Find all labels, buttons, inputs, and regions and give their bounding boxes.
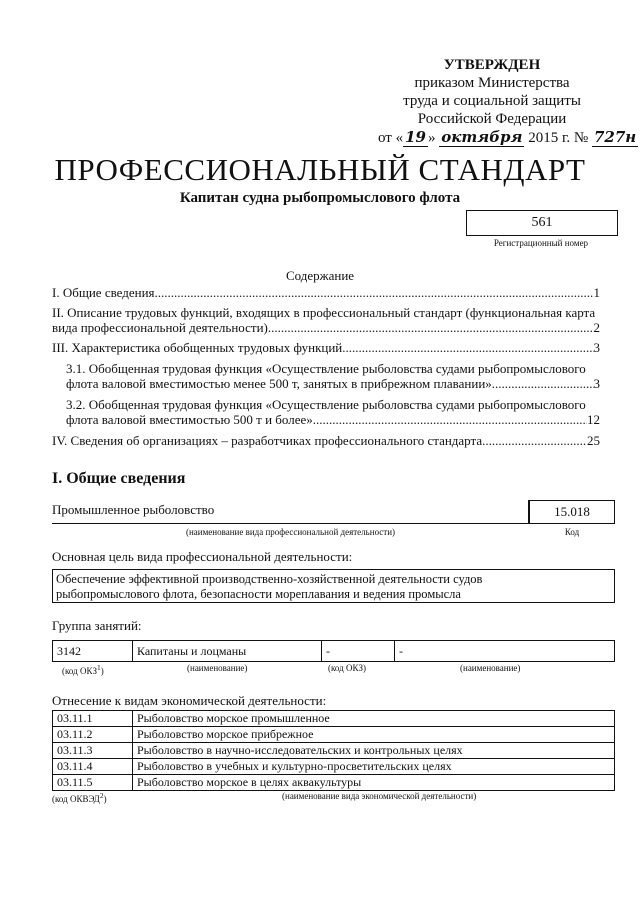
table-row: 03.11.5 Рыболовство морское в целях аквакультуры [53, 775, 615, 791]
code-caption: Код [564, 527, 580, 537]
okved-code-caption: (код ОКВЭД$^2$) [52, 791, 107, 804]
okz-name-caption-2: (наименование) [460, 663, 521, 673]
toc-item[interactable]: III. Характеристика обобщенных трудовых функций ..... 3 [52, 340, 600, 355]
handwritten-month: октября [441, 128, 523, 146]
handwritten-day: 19 [405, 128, 426, 146]
approval-block [372, 56, 637, 147]
okz-code-caption: (код ОКЗ$^1$) [62, 663, 104, 676]
toc-heading: Содержание [285, 268, 355, 283]
handwritten-number: 727н [594, 128, 637, 146]
okz-code-2: - [322, 641, 395, 662]
toc-item[interactable]: II. Описание трудовых функций, входящих в профессиональный стандарт (функциональная карта вида профессиональной деятельности) ..... 2 [52, 305, 600, 335]
activity-code-box: 15.018 [529, 500, 615, 524]
activity-name-field: Промышленное рыболовство [52, 500, 529, 524]
econ-activity-table [52, 710, 615, 791]
table-row: 03.11.4 Рыболовство в учебных и культурно-просветительских целях [53, 759, 615, 775]
table-row: 03.11.3 Рыболовство в научно-исследовательских и контрольных целях [53, 743, 615, 759]
econ-label: Отнесение к видам экономической деятельности: [52, 693, 327, 708]
okz-name-caption: (наименование) [187, 663, 248, 673]
okz-code-caption-2: (код ОКЗ) [328, 663, 366, 673]
toc-item[interactable]: IV. Сведения об организациях – разработчиках профессионального стандарта ..... 25 [52, 433, 600, 448]
table-row: 03.11.2 Рыболовство морское прибрежное [53, 727, 615, 743]
okz-name-1: Капитаны и лоцманы [133, 641, 322, 662]
table-row: 03.11.1 Рыболовство морское промышленное [53, 711, 615, 727]
approval-title: УТВЕРЖДЕН [443, 57, 541, 73]
okved-name-caption: (наименование вида экономической деятельности) [282, 791, 477, 801]
section-heading: I. Общие сведения [52, 470, 186, 487]
goal-box: Обеспечение эффективной производственно-хозяйственной деятельности судов рыбопромыслового флота, безопасности мореплавания и ведения промысла [52, 569, 615, 603]
okz-name-2: - [395, 641, 615, 662]
registration-label: Регистрационный номер [493, 238, 589, 248]
toc-item[interactable]: I. Общие сведения ..... 1 [52, 285, 600, 300]
approval-line: приказом Министерства [414, 75, 570, 91]
activity-name-caption: (наименование вида профессиональной деятельности) [185, 527, 396, 537]
toc-item[interactable]: 3.1. Обобщенная трудовая функция «Осуществление рыболовства судами рыбопромыслового флота валовой вместимостью менее 500 т, занятых в прибрежном плавании» ..... 3 [66, 361, 600, 391]
group-label: Группа занятий: [52, 618, 142, 633]
registration-number-box: 561 [466, 210, 618, 236]
okz-code-1: 3142 [53, 641, 133, 662]
approval-line: Российской Федерации [417, 111, 567, 127]
toc-item[interactable]: 3.2. Обобщенная трудовая функция «Осуществление рыболовства судами рыбопромыслового флота валовой вместимостью 500 т и более» ..... 12 [66, 397, 600, 427]
approval-date-line: от « 19 » октября 2015 г. № 727н [378, 128, 637, 146]
document-subtitle: Капитан судна рыбопромыслового флота [179, 190, 461, 206]
goal-label: Основная цель вида профессиональной деятельности: [52, 549, 353, 564]
occupation-group-table [52, 640, 615, 662]
approval-line: труда и социальной защиты [403, 93, 581, 109]
document-title: ПРОФЕССИОНАЛЬНЫЙ СТАНДАРТ [54, 152, 586, 187]
